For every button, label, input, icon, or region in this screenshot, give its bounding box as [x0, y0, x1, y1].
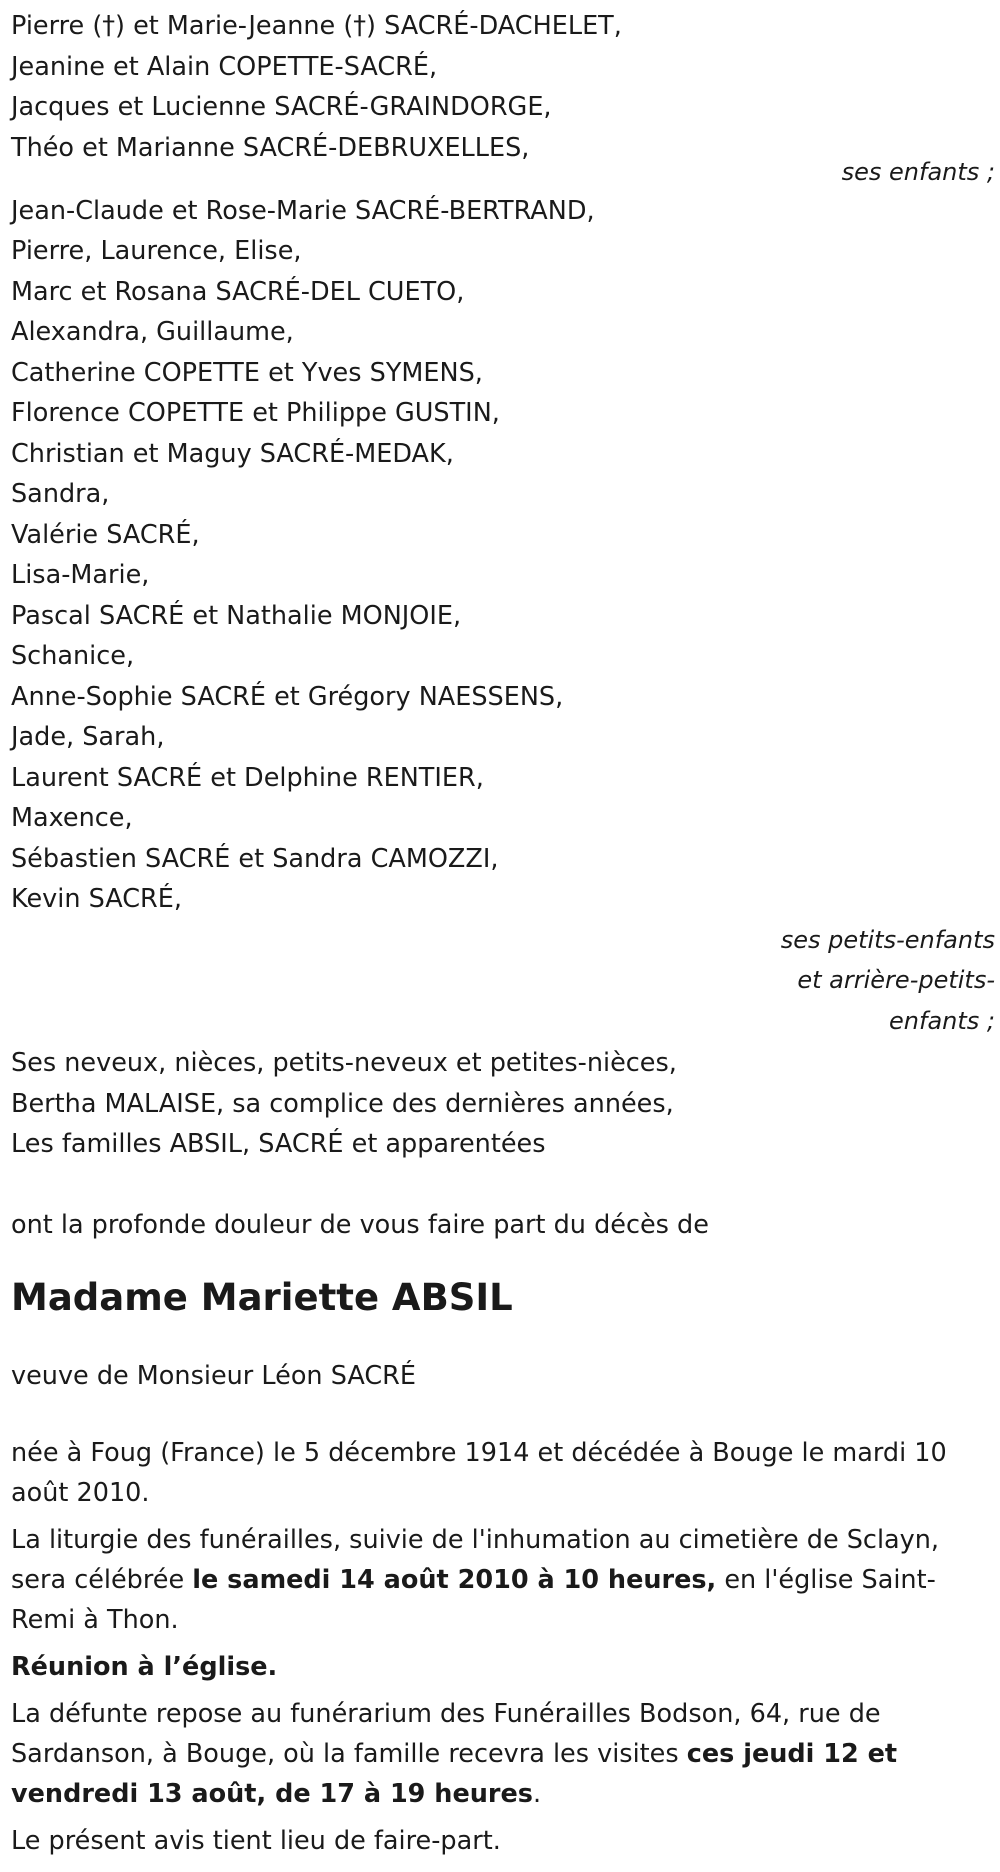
- others-block: [11, 1043, 995, 1165]
- family-line: Pierre, Laurence, Elise,: [11, 236, 302, 266]
- family-line: Sébastien SACRÉ et Sandra CAMOZZI,: [11, 843, 499, 874]
- widow-of: veuve de Monsieur Léon SACRÉ: [11, 1361, 416, 1391]
- liturgy-text-end: en l'église Saint-Remi à Thon.: [11, 1564, 936, 1635]
- role-line: enfants ;: [889, 1006, 995, 1035]
- visitation-hours: ces jeudi 12 et vendredi 13 août, de 17 à 19 heures: [11, 1738, 898, 1809]
- family-line: Anne-Sophie SACRÉ et Grégory NAESSENS,: [11, 681, 564, 712]
- birth-death-text: née à Foug (France) le 5 décembre 1914 et décédée à Bouge le mardi 10 août 2010.: [11, 1437, 947, 1508]
- family-line: Lisa-Marie,: [11, 560, 150, 590]
- liturgy-text-start: La liturgie des funérailles, suivie de l'inhumation au cimetière de Sclayn, sera célébrée: [11, 1524, 940, 1595]
- family-line: Jeanine et Alain COPETTE-SACRÉ,: [11, 51, 438, 82]
- family-line: Ses neveux, nièces, petits-neveux et petites-nièces,: [11, 1048, 677, 1078]
- family-line: Christian et Maguy SACRÉ-MEDAK,: [11, 438, 454, 469]
- family-line: Florence COPETTE et Philippe GUSTIN,: [11, 398, 500, 428]
- family-line: Marc et Rosana SACRÉ-DEL CUETO,: [11, 276, 465, 307]
- family-line: Schanice,: [11, 641, 135, 671]
- family-line: Jade, Sarah,: [11, 722, 165, 752]
- children-role: ses enfants ;: [841, 158, 995, 186]
- children-block: [11, 6, 995, 168]
- family-line: Valérie SACRÉ,: [11, 519, 200, 550]
- role-line: ses petits-enfants: [780, 925, 995, 954]
- family-line: Kevin SACRÉ,: [11, 884, 182, 914]
- grandchildren-block: [11, 191, 995, 920]
- family-line: Pascal SACRÉ et Nathalie MONJOIE,: [11, 600, 462, 631]
- family-line: Les familles ABSIL, SACRÉ et apparentées: [11, 1129, 546, 1159]
- visitation-text-start: La défunte repose au funérarium des Funérailles Bodson, 64, rue de Sardanson, à Bouge, où la famille recevra les visites: [11, 1698, 881, 1769]
- family-line: Jean-Claude et Rose-Marie SACRÉ-BERTRAND,: [11, 195, 595, 226]
- family-line: Laurent SACRÉ et Delphine RENTIER,: [11, 762, 484, 793]
- family-line: Catherine COPETTE et Yves SYMENS,: [11, 357, 483, 388]
- visitation-text-end: .: [532, 1778, 542, 1809]
- deceased-name: Madame Mariette ABSIL: [11, 1276, 513, 1319]
- visitation-text: [11, 1694, 995, 1814]
- meeting-note: Réunion à l’église.: [11, 1651, 278, 1682]
- family-line: Bertha MALAISE, sa complice des dernières années,: [11, 1088, 674, 1119]
- role-line: et arrière-petits-: [797, 966, 995, 994]
- obituary-notice: [11, 6, 995, 1861]
- family-line: Maxence,: [11, 803, 133, 833]
- grandchildren-role: [11, 920, 995, 1042]
- family-line: Théo et Marianne SACRÉ-DEBRUXELLES,: [11, 132, 530, 163]
- family-line: Pierre (†) et Marie-Jeanne (†) SACRÉ-DACHELET,: [11, 11, 622, 41]
- liturgy-date: le samedi 14 août 2010 à 10 heures,: [192, 1564, 717, 1595]
- liturgy-text: [11, 1520, 995, 1640]
- family-line: Alexandra, Guillaume,: [11, 317, 294, 347]
- family-line: Jacques et Lucienne SACRÉ-GRAINDORGE,: [11, 92, 552, 122]
- closing-note: Le présent avis tient lieu de faire-part.: [11, 1825, 501, 1856]
- family-line: Sandra,: [11, 479, 110, 509]
- announcement: ont la profonde douleur de vous faire part du décès de: [11, 1209, 709, 1240]
